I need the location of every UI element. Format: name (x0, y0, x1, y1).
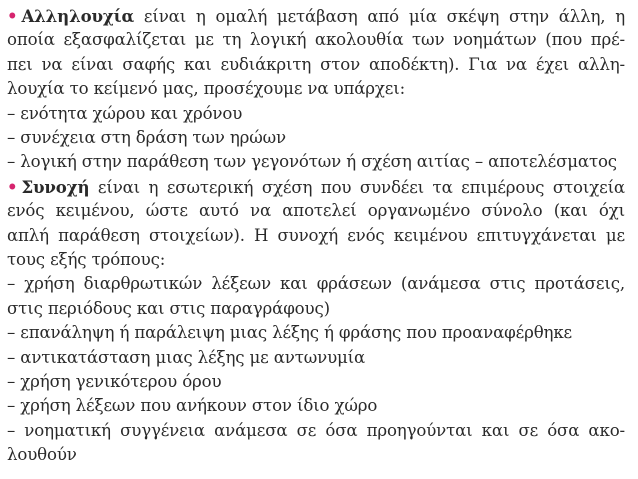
section-2-line-1: είναι η εσωτερική σχέση που συνδέει τα επιμέρους στοιχεία (89, 177, 625, 197)
section-1-item-2: – συνέχεια στη δράση των ηρώων (7, 127, 286, 147)
section-1-line-3: πει να είναι σαφής και ευδιάκριτη στον αποδέκτη). Για να έχει αλλη- (7, 54, 625, 74)
bullet-1: • (7, 7, 18, 26)
section-2-item-2: – επανάληψη ή παράλειψη μιας λέξης ή φράσης που προαναφέρθηκε (7, 323, 572, 343)
section-2-item-4: – χρήση γενικότερου όρου (7, 371, 222, 391)
section-2-line-2: ενός κειμένου, ώστε αυτό να αποτελεί οργανωμένο σύνολο (και όχι (7, 201, 625, 221)
section-1-line-1: είναι η ομαλή μετάβαση από μία σκέψη στην άλλη, η (134, 7, 625, 26)
section-2-item-5: – χρήση λέξεων που ανήκουν στον ίδιο χώρο (7, 396, 378, 416)
section-2-item-6-cont: λουθούν (7, 445, 77, 465)
term-synochi: Συνοχή (21, 176, 90, 197)
document-page (7, 4, 625, 468)
section-1-item-1: – ενότητα χώρου και χρόνου (7, 103, 243, 123)
section-1-line-4: λουχία το κείμενό μας, προσέχουμε να υπάρχει: (7, 79, 406, 99)
section-2-item-3: – αντικατάσταση μιας λέξης με αντωνυμία (7, 347, 366, 367)
section-2-item-1: – χρήση διαρθρωτικών λέξεων και φράσεων (ανάμεσα στις προτάσεις, (7, 274, 625, 294)
section-1-first-line (7, 4, 625, 28)
section-1-item-3: – λογική στην παράθεση των γεγονότων ή σχέση αιτίας – αποτελέσματος (7, 152, 617, 172)
bullet-2: • (7, 177, 18, 197)
section-2-item-1-cont: στις περιόδους και στις παραγράφους) (7, 298, 330, 318)
section-1-line-2: οποία εξασφαλίζεται με τη λογική ακολουθία των νοημάτων (που πρέ- (7, 30, 625, 50)
section-2-item-6: – νοηματική συγγένεια ανάμεσα σε όσα προηγούνται και σε όσα ακο- (7, 420, 625, 440)
section-2-line-3: απλή παράθεση στοιχείων). Η συνοχή ενός κειμένου επιτυγχάνεται με (7, 225, 625, 245)
section-2-line-4: τους εξής τρόπους: (7, 249, 166, 269)
term-allilouchia: Αλληλουχία (21, 6, 135, 26)
section-2-first-line (7, 175, 625, 199)
